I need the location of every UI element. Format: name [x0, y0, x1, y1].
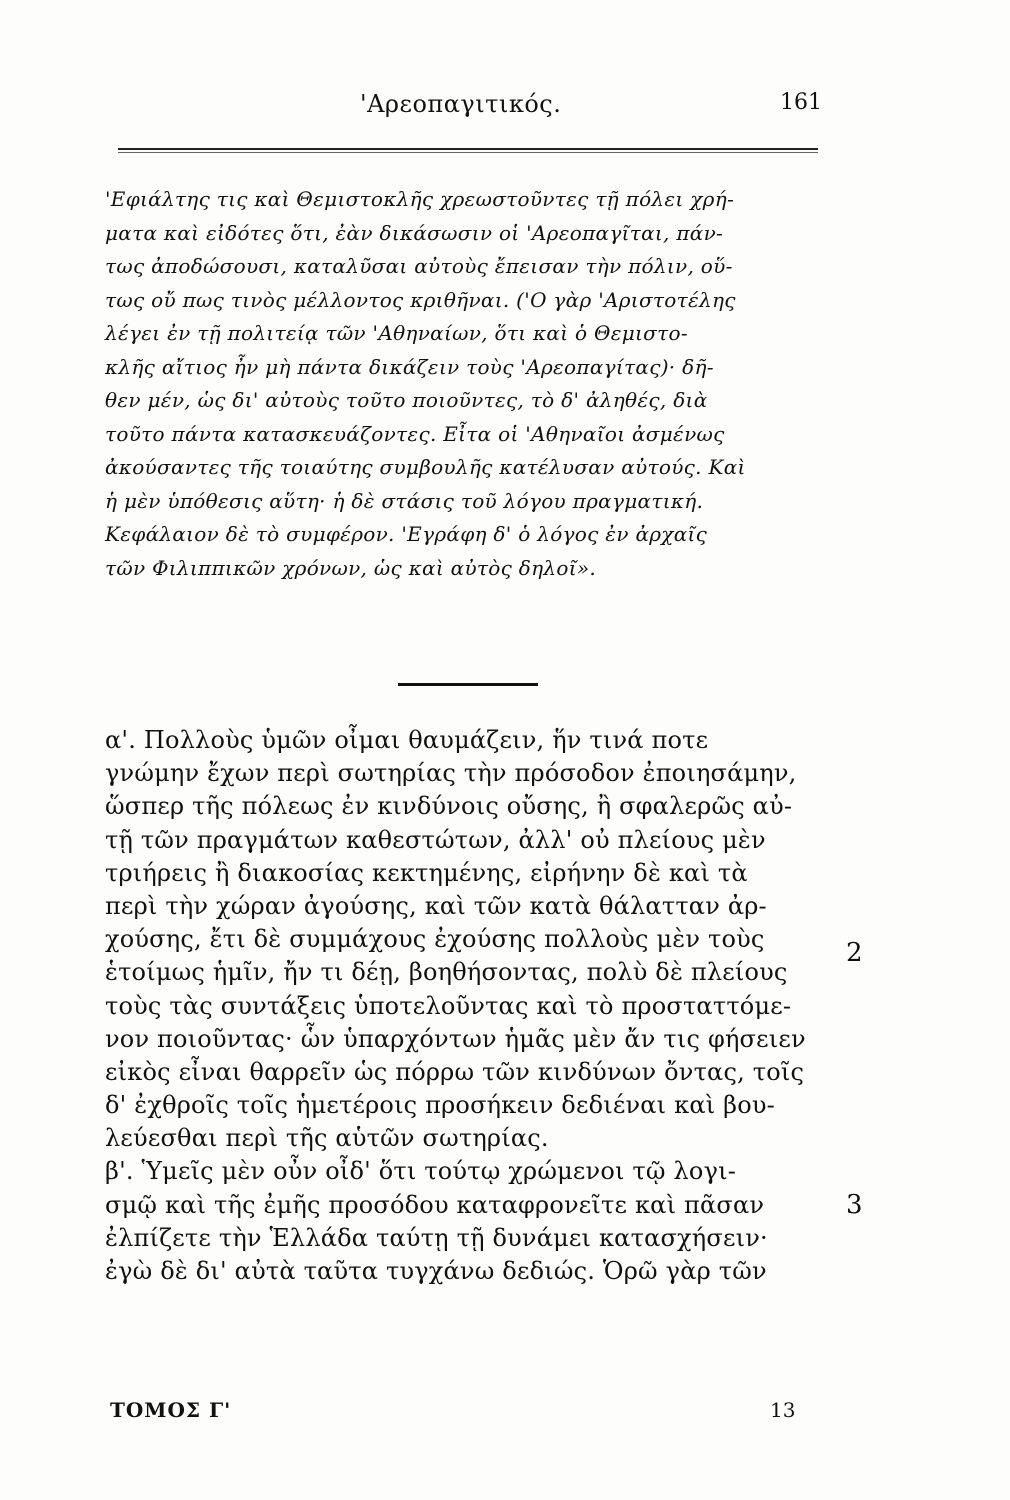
- text-line: ὥσπερ τῆς πόλεως ἐν κινδύνοις οὔσης, ἢ σφαλερῶς αὐ-: [105, 792, 793, 821]
- text-line: σμῷ καὶ τῆς ἐμῆς προσόδου καταφρονεῖτε καὶ πᾶσαν: [105, 1190, 765, 1219]
- running-title: 'Αρεοπαγιτικός.: [360, 90, 562, 118]
- margin-section-number: 3: [846, 1190, 863, 1220]
- main-text-block: [105, 724, 835, 1288]
- summary-line: λέγει ἐν τῇ πολιτείᾳ τῶν 'Αθηναίων, ὅτι καὶ ὁ Θεμιστο-: [105, 321, 688, 345]
- summary-line: τως ἀποδώσουσι, καταλῦσαι αὐτοὺς ἔπεισαν τὴν πόλιν, οὕ-: [105, 254, 733, 278]
- text-line: γνώμην ἔχων περὶ σωτηρίας τὴν πρόσοδον ἐποιησάμην,: [105, 759, 797, 788]
- text-line: λεύεσθαι περὶ τῆς αὑτῶν σωτηρίας.: [105, 1124, 549, 1153]
- page-header: [110, 90, 822, 130]
- text-line: τριήρεις ἢ διακοσίας κεκτημένης, εἰρήνην δὲ καὶ τὰ: [105, 858, 748, 887]
- summary-line: κλῆς αἴτιος ἦν μὴ πάντα δικάζειν τοὺς 'Αρεοπαγίτας)· δῆ-: [105, 354, 714, 379]
- summary-block: [105, 183, 835, 585]
- margin-section-number: 2: [846, 938, 863, 968]
- summary-line: ἡ μὲν ὑπόθεσις αὕτη· ἡ δὲ στάσις τοῦ λόγου πραγματική.: [105, 488, 704, 513]
- page-number: 161: [780, 90, 822, 115]
- text-line: ἑτοίμως ἡμῖν, ἤν τι δέῃ, βοηθήσοντας, πολὺ δὲ πλείους: [105, 958, 788, 987]
- summary-line: τως οὔ πως τινὸς μέλλοντος κριθῆναι. ('Ο γὰρ 'Αριστοτέλης: [105, 287, 736, 312]
- summary-line: ματα καὶ εἰδότες ὅτι, ἐὰν δικάσωσιν οἱ 'Αρεοπαγῖται, πάν-: [105, 220, 724, 245]
- text-line: εἰκὸς εἶναι θαρρεῖν ὡς πόρρω τῶν κινδύνων ὄντας, τοῖς: [105, 1057, 805, 1086]
- text-line: ἐγὼ δὲ δι' αὐτὰ ταῦτα τυγχάνω δεδιώς. Ὁρῶ γὰρ τῶν: [105, 1257, 767, 1285]
- header-rule: [118, 148, 818, 150]
- summary-line: 'Εφιάλτης τις καὶ Θεμιστοκλῆς χρεωστοῦντες τῇ πόλει χρή-: [105, 187, 735, 211]
- section-divider: [398, 683, 538, 686]
- summary-line: Κεφάλαιον δὲ τὸ συμφέρον. 'Εγράφη δ' ὁ λόγος ἐν ἀρχαῖς: [105, 522, 708, 546]
- text-line: νον ποιοῦντας· ὧν ὑπαρχόντων ἡμᾶς μὲν ἄν τις φήσειεν: [105, 1024, 806, 1053]
- text-line: τοὺς τὰς συντάξεις ὑποτελοῦντας καὶ τὸ προσταττόμε-: [105, 991, 792, 1020]
- header-rule-thin: [118, 152, 818, 153]
- summary-line: θεν μέν, ὡς δι' αὐτοὺς τοῦτο ποιοῦντες, τὸ δ' ἀληθές, διὰ: [105, 388, 708, 412]
- summary-line: ἀκούσαντες τῆς τοιαύτης συμβουλῆς κατέλυσαν αὐτούς. Καὶ: [105, 455, 746, 479]
- text-line: α'. Πολλοὺς ὑμῶν οἶμαι θαυμάζειν, ἥν τινά ποτε: [105, 726, 709, 754]
- footer-signature: ΤΟΜΟΣ Γ': [110, 1398, 232, 1422]
- summary-line: τῶν Φιλιππικῶν χρόνων, ὡς καὶ αὐτὸς δηλοῖ».: [105, 555, 597, 580]
- summary-line: τοῦτο πάντα κατασκευάζοντες. Εἶτα οἱ 'Αθηναῖοι ἀσμένως: [105, 421, 725, 446]
- text-line: β'. Ὑμεῖς μὲν οὖν οἶδ' ὅτι τούτῳ χρώμενοι τῷ λογι-: [105, 1157, 737, 1186]
- text-line: τῇ τῶν πραγμάτων καθεστώτων, ἀλλ' οὐ πλείους μὲν: [105, 825, 766, 854]
- text-line: ἐλπίζετε τὴν Ἑλλάδα ταύτῃ τῇ δυνάμει κατασχήσειν·: [105, 1223, 768, 1252]
- footer-sheet-number: 13: [770, 1398, 796, 1422]
- text-line: περὶ τὴν χώραν ἀγούσης, καὶ τῶν κατὰ θάλατταν ἀρ-: [105, 891, 767, 920]
- text-line: δ' ἐχθροῖς τοῖς ἡμετέροις προσήκειν δεδιέναι καὶ βου-: [105, 1091, 775, 1120]
- text-line: χούσης, ἔτι δὲ συμμάχους ἐχούσης πολλοὺς μὲν τοὺς: [105, 925, 765, 954]
